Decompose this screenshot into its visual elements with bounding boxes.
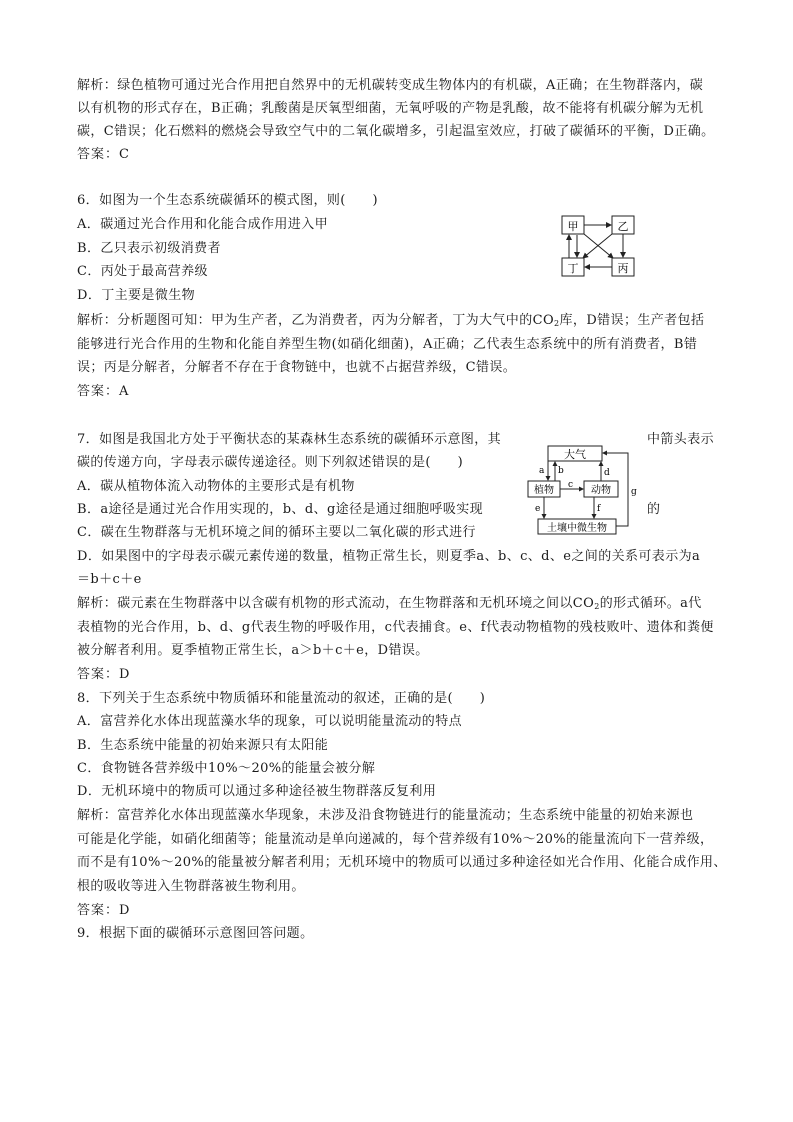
q7-option-a: A．碳从植物体流入动物体的主要形式是有机物: [77, 479, 355, 494]
q8-option-d: D．无机环境中的物质可以通过多种途径被生物群落反复利用: [77, 784, 437, 799]
q8-analysis-line-4: 根的吸收等进入生物群落被生物利用。: [77, 879, 305, 894]
q6-option-b: B．乙只表示初级消费者: [77, 241, 221, 256]
q7-analysis-1b: 的形式循环。a代: [599, 596, 702, 611]
q7-option-c: C．碳在生物群落与无机环境之间的循环主要以二氧化碳的形式进行: [77, 525, 476, 540]
q5-analysis-line-2: 以有机物的形式存在，B正确；乳酸菌是厌氧型细菌，无氧呼吸的产物是乳酸，故不能将有机碳分解为无机: [77, 101, 704, 116]
q7-option-b-line: [77, 498, 745, 521]
q7-letter-d: d: [604, 468, 610, 478]
q7-analysis-1a: 解析：碳元素在生物群落中以含碳有机物的形式流动，在生物群落和无机环境之间以CO: [77, 596, 595, 611]
q7-label-animal: 动物: [591, 485, 611, 496]
q7-option-d-line-1: D．如果图中的字母表示碳元素传递的数量，植物正常生长，则夏季a、b、c、d、e之间的关系可表示为a: [77, 549, 701, 564]
q7-label-atmosphere: 大气: [564, 448, 586, 461]
q7-answer: 答案：D: [77, 667, 131, 682]
q8-option-a: A．富营养化水体出现蓝藻水华的现象，可以说明能量流动的特点: [77, 714, 462, 729]
q7-stem-line-2: 碳的传递方向，字母表示碳传递途径。则下列叙述错误的是( ): [77, 455, 464, 470]
q7-label-soil-microbes: 土壤中微生物: [547, 523, 607, 534]
q6-option-c: C．丙处于最高营养级: [77, 264, 208, 279]
q7-letter-g: g: [631, 487, 637, 497]
q8-option-b: B．生态系统中能量的初始来源只有太阳能: [77, 738, 329, 753]
q7-letter-b: b: [558, 466, 564, 476]
q7-stem-line-1: [77, 428, 745, 451]
q7-analysis-line-2: 表植物的光合作用，b、d、g代表生物的呼吸作用，c代表捕食。e、f代表动物植物的残枝败叶、遗体和粪便: [77, 620, 714, 635]
q6-analysis-1a: 解析：分析题图可知：甲为生产者，乙为消费者，丙为分解者，丁为大气中的CO: [77, 313, 555, 328]
q7-option-b: B．a途径是通过光合作用实现的，b、d、g途径是通过细胞呼吸实现: [77, 502, 484, 517]
q7-letter-c: c: [568, 480, 574, 490]
q8-stem: 8．下列关于生态系统中物质循环和能量流动的叙述，正确的是( ): [77, 691, 486, 706]
q6-answer: 答案：A: [77, 384, 130, 399]
q6-analysis-sub: 2: [554, 319, 560, 328]
q8-analysis-line-3: 而不是有10%～20%的能量被分解者利用；无机环境中的物质可以通过多种途径如光合作用、化能合成作用、: [77, 855, 727, 870]
q5-analysis-line-1: 解析：绿色植物可通过光合作用把自然界中的无机碳转变成生物体内的有机碳，A正确；在生物群落内，碳: [77, 78, 704, 93]
q6-option-a: A．碳通过光合作用和化能合成作用进入甲: [77, 217, 328, 232]
q6-carbon-cycle-diagram: [560, 212, 640, 282]
q6-analysis-line-1: [77, 309, 745, 332]
q5-analysis-line-3: 碳，C错误；化石燃料的燃烧会导致空气中的二氧化碳增多，引起温室效应，打破了碳循环的平衡，D正确。: [77, 124, 715, 139]
q7-letter-e: e: [535, 504, 541, 514]
q6-label-yi: 乙: [617, 220, 629, 233]
q6-stem: 6．如图为一个生态系统碳循环的模式图，则( ): [77, 193, 379, 208]
q8-answer: 答案：D: [77, 903, 131, 918]
q8-analysis-line-2: 可能是化学能，如硝化细菌等；能量流动是单向递减的，每个营养级有10%～20%的能量流向下一营养级，: [77, 832, 714, 847]
q6-option-d: D．丁主要是微生物: [77, 288, 196, 303]
q7-option-d-line-2: ＝b＋c＋e: [77, 572, 142, 587]
q8-option-c: C．食物链各营养级中10%～20%的能量会被分解: [77, 761, 376, 776]
q6-arrow-jia-bing: [584, 234, 613, 258]
q6-analysis-line-2: 能够进行光合作用的生物和化能自养型生物(如硝化细菌)，A正确；乙代表生态系统中的所有消费者，B错: [77, 337, 698, 352]
q8-analysis-line-1: 解析：富营养化水体出现蓝藻水华现象，未涉及沿食物链进行的能量流动；生态系统中能量的初始来源也: [77, 808, 694, 823]
q7-letter-a: a: [539, 466, 545, 476]
q7-analysis-line-1: [77, 592, 745, 615]
q6-label-ding: 丁: [567, 262, 579, 275]
q7-analysis-sub: 2: [594, 602, 600, 611]
q7-stem-a: 7．如图是我国北方处于平衡状态的某森林生态系统的碳循环示意图，其: [77, 432, 502, 447]
q6-label-bing: 丙: [617, 262, 629, 275]
q6-analysis-1b: 库，D错误；生产者包括: [559, 313, 705, 328]
q7-letter-f: f: [597, 504, 601, 514]
q7-carbon-cycle-diagram: [524, 442, 640, 538]
q5-answer: 答案：C: [77, 147, 130, 162]
q9-stem: 9．根据下面的碳循环示意图回答问题。: [77, 926, 314, 941]
q6-arrow-yi-ding: [583, 234, 612, 258]
q6-analysis-line-3: 误；丙是分解者，分解者不存在于食物链中，也就不占据营养级，C错误。: [77, 360, 517, 375]
q6-label-jia: 甲: [567, 220, 579, 233]
q7-option-b-tail: 的: [647, 502, 661, 517]
q7-analysis-line-3: 被分解者利用。夏季植物正常生长，a＞b＋c＋e，D错误。: [77, 643, 429, 658]
q7-label-plant: 植物: [534, 485, 554, 496]
q7-stem-b: 中箭头表示: [647, 432, 715, 447]
